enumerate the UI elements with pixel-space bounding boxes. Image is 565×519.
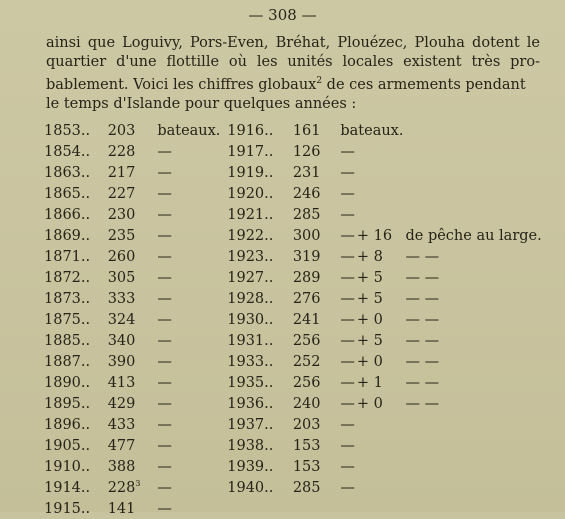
left-year: 1865..: [44, 185, 91, 202]
left-suffix: —: [157, 143, 172, 160]
right-tail: — —: [405, 395, 440, 412]
right-suffix: [340, 162, 405, 183]
table-row: [44, 225, 565, 246]
left-count: [104, 351, 158, 372]
right-tail: [405, 456, 565, 477]
left-count: [104, 435, 158, 456]
left-suffix: —: [157, 437, 172, 454]
left-suffix: —: [157, 206, 172, 223]
count-value: 429: [107, 395, 136, 412]
left-count: [104, 330, 158, 351]
left-year: 1910..: [44, 458, 91, 475]
left-suffix: —: [157, 269, 172, 286]
right-tail: [405, 414, 565, 435]
left-suffix: —: [157, 332, 172, 349]
left-year: 1875..: [44, 311, 91, 328]
right-tail: [405, 141, 565, 162]
left-suffix: —: [157, 185, 172, 202]
footnote-ref: 3: [135, 479, 141, 489]
right-count: 319: [292, 248, 321, 265]
table-row: [44, 330, 565, 351]
table-row: [44, 414, 565, 435]
left-count: [104, 477, 158, 498]
table-row: [44, 141, 565, 162]
footnote-ref: 2: [316, 76, 323, 86]
suffix-dash: —: [340, 479, 355, 496]
left-suffix: —: [157, 458, 172, 475]
count-value: 230: [107, 206, 136, 223]
right-tail: de pêche au large.: [405, 227, 542, 244]
paragraph-line: quartier d'une flottille où les unités locales existent très pro-: [46, 54, 540, 70]
table-row: [44, 393, 565, 414]
left-suffix: —: [157, 290, 172, 307]
right-count: 276: [292, 290, 321, 307]
left-year: 1915..: [44, 500, 91, 517]
right-year: 1922..: [227, 227, 274, 244]
table-row: [44, 372, 565, 393]
right-tail: — —: [405, 353, 440, 370]
extra-count: + 8: [356, 248, 383, 265]
right-tail: [405, 204, 565, 225]
suffix-dash: —: [340, 143, 355, 160]
table-row: [44, 246, 565, 267]
suffix-dash: —: [340, 248, 355, 265]
left-suffix: —: [157, 227, 172, 244]
table-row: [44, 288, 565, 309]
table-row: [44, 456, 565, 477]
count-value: 413: [107, 374, 136, 391]
right-year: 1931..: [227, 332, 274, 349]
right-tail: [405, 498, 565, 519]
left-year: 1885..: [44, 332, 91, 349]
count-value: 305: [107, 269, 136, 286]
left-year: 1863..: [44, 164, 91, 181]
right-suffix: [340, 414, 405, 435]
count-value: 228: [107, 143, 136, 160]
left-count: [104, 414, 158, 435]
right-suffix: [340, 246, 405, 267]
right-year: 1917..: [227, 143, 274, 160]
page-number: — 308 —: [248, 6, 317, 24]
suffix-dash: —: [340, 185, 355, 202]
right-count: 289: [292, 269, 321, 286]
right-suffix: [340, 498, 405, 519]
table-row: [44, 183, 565, 204]
right-tail: — —: [405, 374, 440, 391]
right-count: 300: [292, 227, 321, 244]
right-count: 246: [292, 185, 321, 202]
suffix-dash: —: [340, 206, 355, 223]
extra-count: + 0: [356, 353, 383, 370]
count-value: 390: [107, 353, 136, 370]
suffix-dash: —: [340, 164, 355, 181]
suffix-dash: bateaux.: [340, 122, 404, 139]
right-year: [223, 498, 293, 519]
count-value: 260: [107, 248, 136, 265]
right-count: 285: [292, 206, 321, 223]
right-year: 1920..: [227, 185, 274, 202]
right-suffix: [340, 435, 405, 456]
table-row: [44, 477, 565, 498]
count-value: 340: [107, 332, 136, 349]
left-count: [104, 393, 158, 414]
suffix-dash: —: [340, 395, 355, 412]
suffix-dash: —: [340, 311, 355, 328]
right-count: 241: [292, 311, 321, 328]
right-suffix: [340, 477, 405, 498]
left-year: 1895..: [44, 395, 91, 412]
right-suffix: [340, 120, 405, 141]
right-year: 1919..: [227, 164, 274, 181]
right-suffix: [340, 309, 405, 330]
left-count: [104, 498, 158, 519]
extra-count: + 16: [356, 227, 393, 244]
count-value: 217: [107, 164, 136, 181]
right-suffix: [340, 141, 405, 162]
right-year: 1927..: [227, 269, 274, 286]
suffix-dash: —: [340, 458, 355, 475]
left-count: [104, 141, 158, 162]
count-value: 227: [107, 185, 136, 202]
right-tail: [405, 477, 565, 498]
left-suffix: —: [157, 416, 172, 433]
left-suffix: —: [157, 353, 172, 370]
count-value: 388: [107, 458, 136, 475]
left-suffix: —: [157, 395, 172, 412]
right-count: 153: [292, 458, 321, 475]
left-year: 1853..: [44, 122, 91, 139]
right-year: 1940..: [227, 479, 274, 496]
left-count: [104, 162, 158, 183]
right-year: 1938..: [227, 437, 274, 454]
right-tail: — —: [405, 269, 440, 286]
left-year: 1890..: [44, 374, 91, 391]
left-year: 1873..: [44, 290, 91, 307]
table-row: [44, 267, 565, 288]
right-year: 1916..: [227, 122, 274, 139]
count-value: 141: [107, 500, 136, 517]
right-year: 1937..: [227, 416, 274, 433]
extra-count: + 5: [356, 269, 383, 286]
right-tail: [405, 162, 565, 183]
right-count: 240: [292, 395, 321, 412]
left-year: 1866..: [44, 206, 91, 223]
suffix-dash: —: [340, 269, 355, 286]
right-suffix: [340, 330, 405, 351]
paragraph-line: [46, 72, 540, 95]
left-count: [104, 456, 158, 477]
count-value: 433: [107, 416, 136, 433]
right-suffix: [340, 288, 405, 309]
right-suffix: [340, 351, 405, 372]
table-row: [44, 120, 565, 141]
left-count: [104, 372, 158, 393]
fleet-figures-table: [44, 120, 565, 519]
left-count: [104, 183, 158, 204]
left-year: 1872..: [44, 269, 91, 286]
left-suffix: —: [157, 479, 172, 496]
right-suffix: [340, 225, 405, 246]
right-year: 1933..: [227, 353, 274, 370]
paragraph-text: bablement. Voici les chiffres globaux: [46, 76, 317, 93]
right-tail: [405, 120, 565, 141]
table-row: [44, 309, 565, 330]
right-count: 161: [292, 122, 321, 139]
right-count: 231: [292, 164, 321, 181]
right-year: 1936..: [227, 395, 274, 412]
left-year: 1914..: [44, 479, 91, 496]
suffix-dash: —: [340, 332, 355, 349]
right-suffix: [340, 267, 405, 288]
left-count: [104, 204, 158, 225]
right-year: 1928..: [227, 290, 274, 307]
left-suffix: —: [157, 164, 172, 181]
right-count: 256: [292, 332, 321, 349]
left-year: 1905..: [44, 437, 91, 454]
left-year: 1854..: [44, 143, 91, 160]
extra-count: + 0: [356, 311, 383, 328]
left-suffix: —: [157, 311, 172, 328]
left-count: [104, 288, 158, 309]
right-tail: — —: [405, 290, 440, 307]
right-tail: [405, 435, 565, 456]
body-paragraph: [46, 34, 540, 114]
table-row: [44, 204, 565, 225]
left-suffix: —: [157, 248, 172, 265]
table-body: [44, 120, 565, 519]
suffix-dash: —: [340, 353, 355, 370]
right-suffix: [340, 183, 405, 204]
suffix-dash: —: [340, 437, 355, 454]
count-value: 203: [107, 122, 136, 139]
right-year: 1923..: [227, 248, 274, 265]
right-year: 1935..: [227, 374, 274, 391]
table-row: [44, 351, 565, 372]
left-year: 1896..: [44, 416, 91, 433]
right-count: 256: [292, 374, 321, 391]
count-value: 228: [107, 479, 136, 496]
paragraph-line: ainsi que Loguivy, Pors-Even, Bréhat, Plouézec, Plouha dotent le: [46, 35, 540, 51]
paragraph-line: le temps d'Islande pour quelques années :: [46, 95, 357, 112]
right-year: 1921..: [227, 206, 274, 223]
suffix-dash: —: [340, 374, 355, 391]
count-value: 333: [107, 290, 136, 307]
right-count: 203: [292, 416, 321, 433]
right-tail: — —: [405, 311, 440, 328]
suffix-dash: —: [340, 290, 355, 307]
left-count: [104, 246, 158, 267]
right-tail: — —: [405, 248, 440, 265]
left-count: [104, 225, 158, 246]
left-count: [104, 309, 158, 330]
left-suffix: —: [157, 500, 172, 517]
suffix-dash: —: [340, 416, 355, 433]
extra-count: + 5: [356, 332, 383, 349]
extra-count: + 5: [356, 290, 383, 307]
left-count: [104, 120, 158, 141]
right-count: 285: [292, 479, 321, 496]
left-count: [104, 267, 158, 288]
right-count: 126: [292, 143, 321, 160]
right-tail: — —: [405, 332, 440, 349]
count-value: 324: [107, 311, 136, 328]
right-suffix: [340, 204, 405, 225]
table-row: [44, 435, 565, 456]
right-count: [293, 498, 341, 519]
right-count: 153: [292, 437, 321, 454]
count-value: 477: [107, 437, 136, 454]
extra-count: + 0: [356, 395, 383, 412]
right-suffix: [340, 393, 405, 414]
left-suffix: —: [157, 374, 172, 391]
left-year: 1869..: [44, 227, 91, 244]
right-count: 252: [292, 353, 321, 370]
left-year: 1887..: [44, 353, 91, 370]
extra-count: + 1: [356, 374, 383, 391]
right-year: 1930..: [227, 311, 274, 328]
right-year: 1939..: [227, 458, 274, 475]
suffix-dash: —: [340, 227, 355, 244]
count-value: 235: [107, 227, 136, 244]
paragraph-text: de ces armements pendant: [322, 76, 526, 93]
table-row: [44, 162, 565, 183]
right-suffix: [340, 456, 405, 477]
right-suffix: [340, 372, 405, 393]
left-suffix: bateaux.: [157, 122, 221, 139]
left-year: 1871..: [44, 248, 91, 265]
right-tail: [405, 183, 565, 204]
table-row: [44, 498, 565, 519]
